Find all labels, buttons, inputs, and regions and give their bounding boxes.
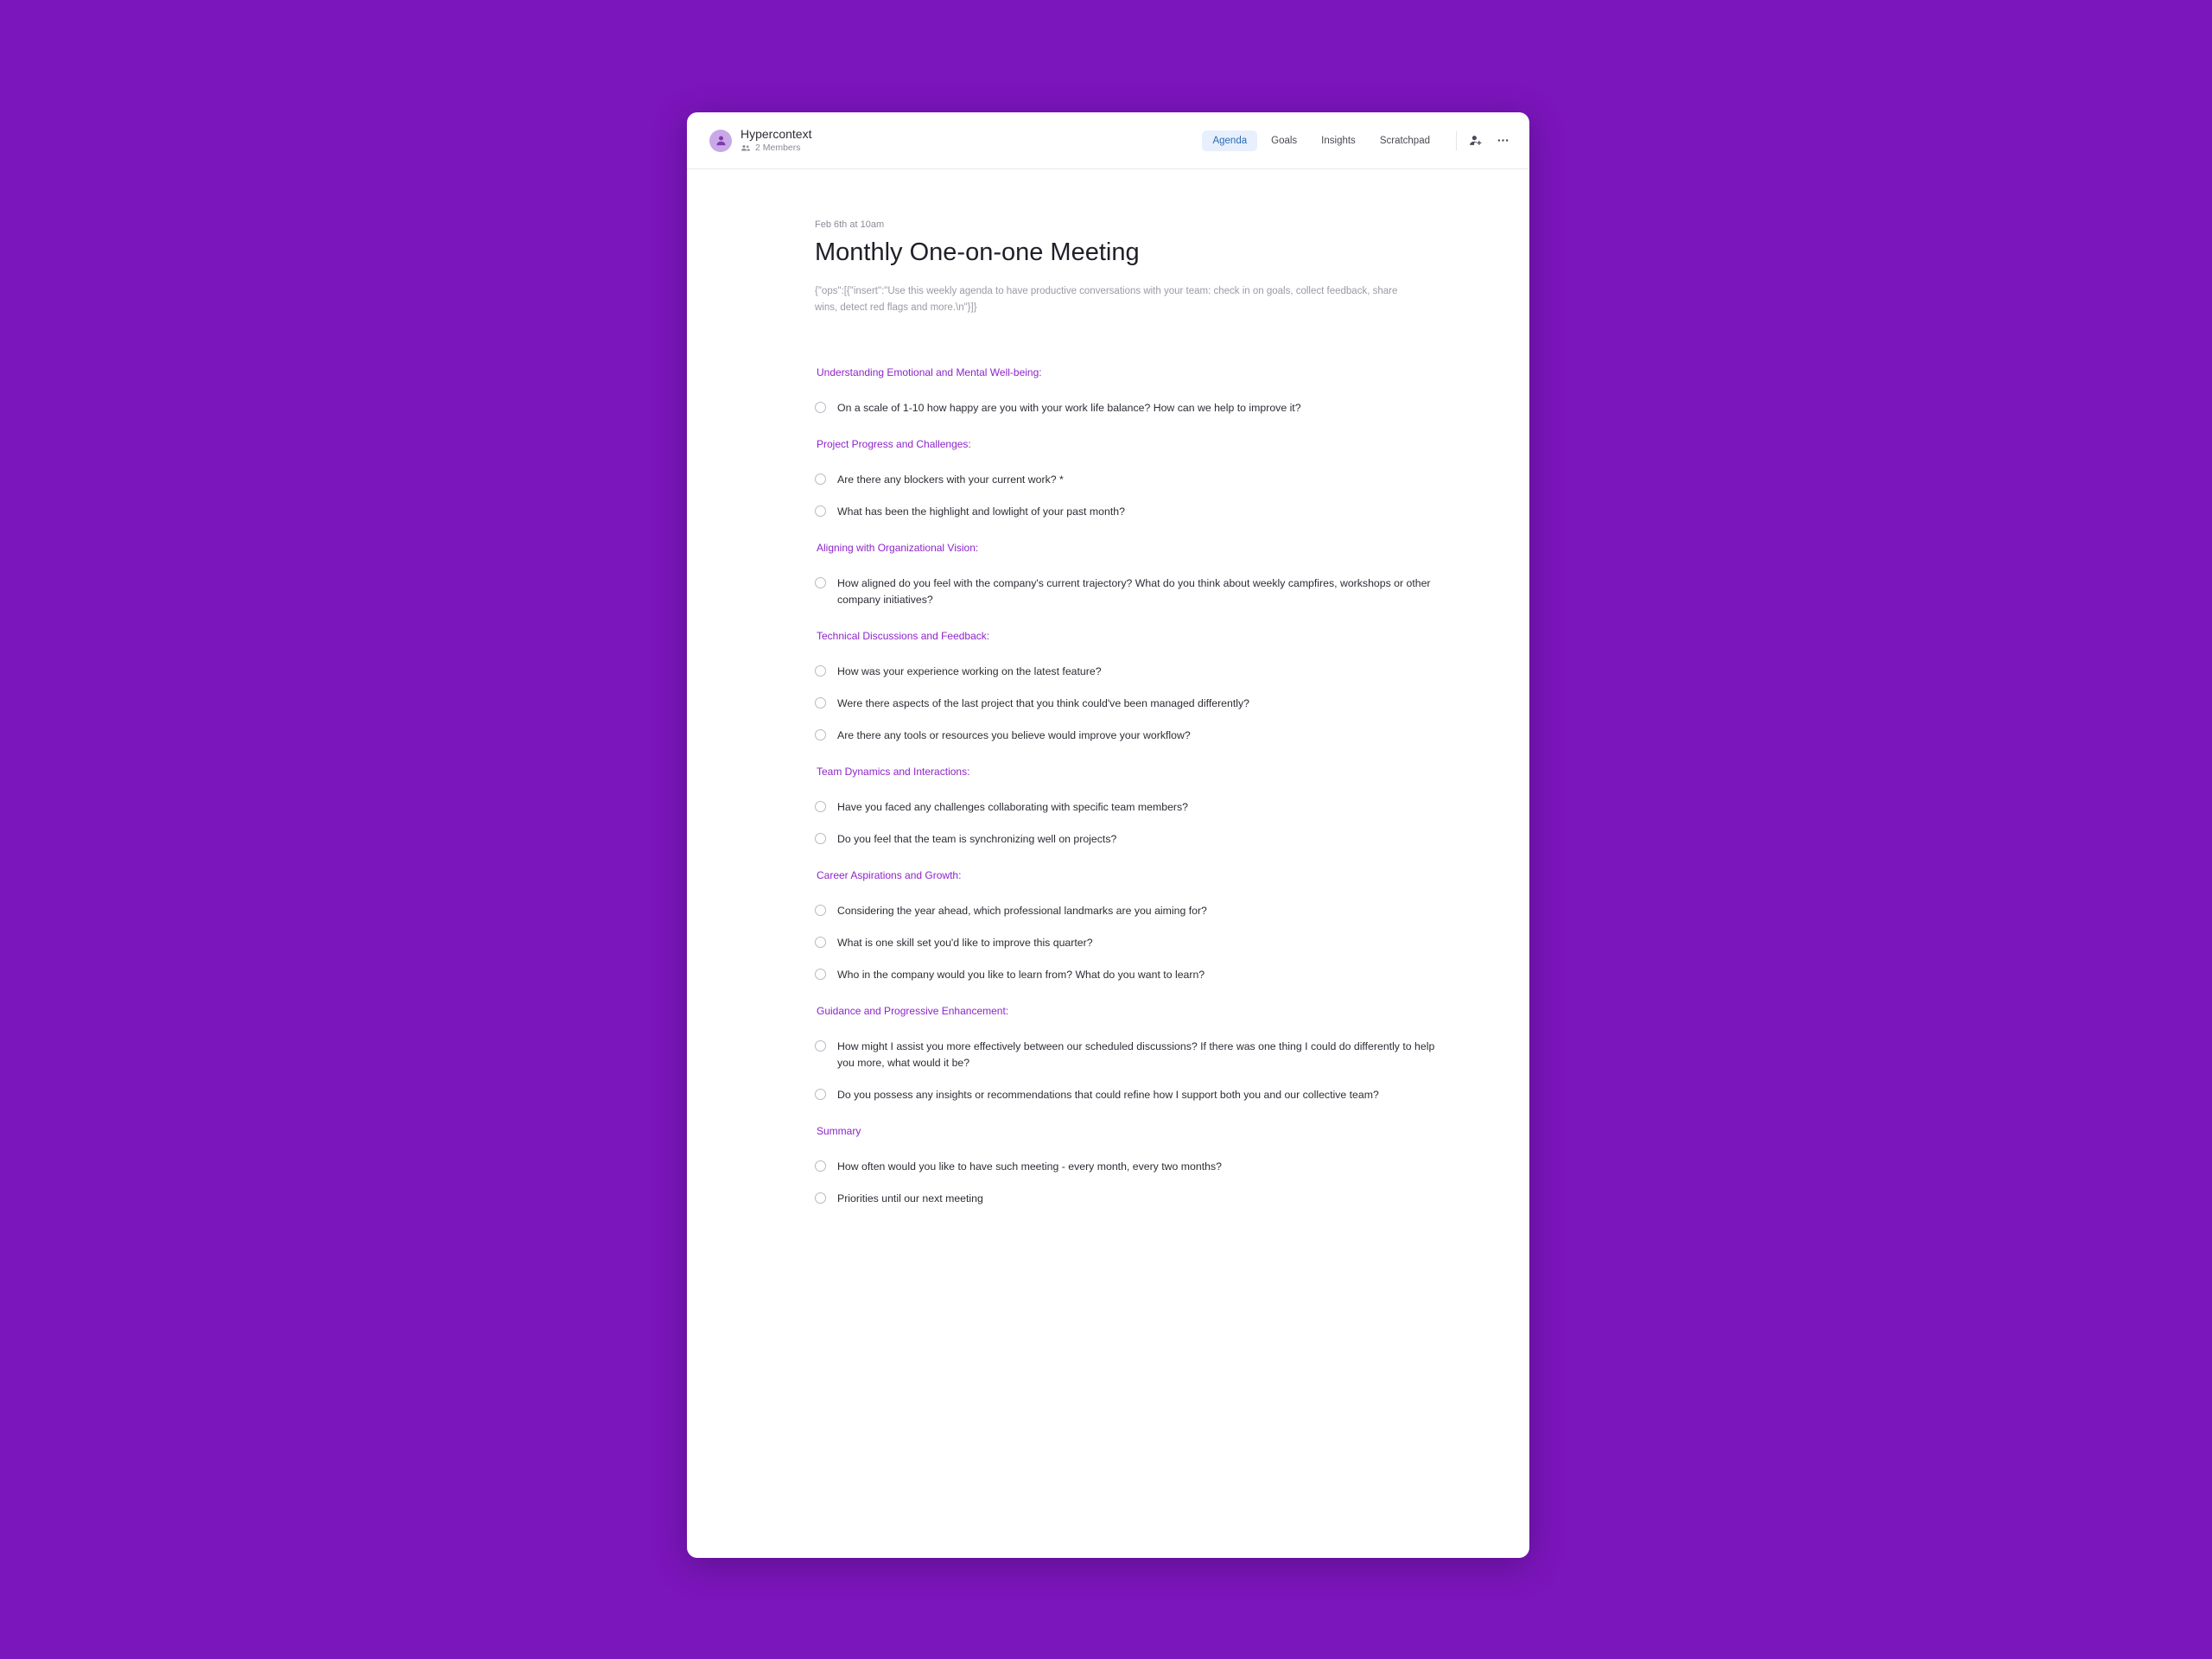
agenda-item[interactable]: [815, 720, 1471, 752]
agenda-item-radio[interactable]: [815, 1040, 826, 1052]
members-count-label: 2 Members: [755, 142, 801, 153]
agenda-item-radio[interactable]: [815, 937, 826, 948]
agenda-item[interactable]: [815, 656, 1471, 688]
document-body: [687, 169, 1529, 1558]
agenda-item-radio[interactable]: [815, 665, 826, 677]
agenda-item-text: What has been the highlight and lowlight of your past month?: [837, 505, 1125, 518]
agenda-item-radio[interactable]: [815, 969, 826, 980]
agenda-item[interactable]: [815, 1079, 1471, 1111]
tab-goals[interactable]: Goals: [1271, 135, 1298, 146]
tab-agenda[interactable]: Agenda: [1202, 130, 1257, 151]
agenda-item-radio[interactable]: [815, 801, 826, 812]
agenda-item[interactable]: [815, 1031, 1471, 1079]
agenda-item-text: Do you possess any insights or recommendations that could refine how I support both you and our collective team?: [837, 1089, 1379, 1101]
tab-scratchpad[interactable]: Scratchpad: [1379, 135, 1430, 146]
team-members: [741, 143, 811, 153]
agenda-item[interactable]: [815, 1183, 1471, 1215]
agenda-item-text: Were there aspects of the last project that you think could've been managed differently?: [837, 697, 1249, 709]
agenda-item-text: On a scale of 1-10 how happy are you with your work life balance? How can we help to improve it?: [837, 402, 1301, 414]
agenda-item[interactable]: [815, 688, 1471, 720]
agenda-item-radio[interactable]: [815, 1089, 826, 1100]
agenda-item[interactable]: [815, 959, 1471, 991]
agenda-item-radio[interactable]: [815, 833, 826, 844]
team-text: [741, 128, 811, 153]
app-header: [687, 112, 1529, 169]
app-window: [687, 112, 1529, 1558]
agenda-item-text: How aligned do you feel with the company's current trajectory? What do you think about weekly campfires, workshops or other company initiatives?: [837, 577, 1431, 606]
agenda-item-radio[interactable]: [815, 505, 826, 517]
agenda-item[interactable]: [815, 464, 1471, 496]
section-heading: Guidance and Progressive Enhancement:: [817, 1005, 1009, 1017]
agenda-item[interactable]: [815, 895, 1471, 927]
agenda-item[interactable]: [815, 1151, 1471, 1183]
section-heading: Understanding Emotional and Mental Well-being:: [817, 366, 1042, 378]
agenda-item-text: Considering the year ahead, which professional landmarks are you aiming for?: [837, 905, 1207, 917]
agenda-item-text: Are there any blockers with your current work? *: [837, 474, 1064, 486]
agenda-item-text: Priorities until our next meeting: [837, 1192, 983, 1205]
avatar: [709, 130, 732, 152]
agenda-item-radio[interactable]: [815, 577, 826, 588]
header-actions: [1469, 133, 1510, 148]
agenda-item-text: How was your experience working on the latest feature?: [837, 665, 1102, 677]
document-description: {"ops":[{"insert":"Use this weekly agenda to have productive conversations with your team: check in on goals, collect feedback, share wins, detect red flags and more.\n"}]}: [815, 286, 1398, 313]
agenda-sections: [815, 353, 1471, 1215]
agenda-item-radio[interactable]: [815, 402, 826, 413]
document-content: [815, 219, 1471, 1215]
team-block[interactable]: [709, 128, 811, 153]
agenda-item-text: How might I assist you more effectively between our scheduled discussions? If there was one thing I could do differently to help you more, what would it be?: [837, 1040, 1435, 1069]
agenda-item-radio[interactable]: [815, 1192, 826, 1204]
team-name: Hypercontext: [741, 127, 812, 141]
section-heading: Career Aspirations and Growth:: [817, 869, 962, 881]
agenda-item-radio[interactable]: [815, 1160, 826, 1172]
page-title[interactable]: Monthly One-on-one Meeting: [815, 238, 1140, 266]
section-heading: Aligning with Organizational Vision:: [817, 542, 979, 554]
section-heading: Team Dynamics and Interactions:: [817, 766, 970, 778]
agenda-item-text: Who in the company would you like to learn from? What do you want to learn?: [837, 969, 1205, 981]
agenda-item-text: How often would you like to have such meeting - every month, every two months?: [837, 1160, 1222, 1173]
members-icon: [741, 143, 751, 153]
agenda-item-text: What is one skill set you'd like to improve this quarter?: [837, 937, 1093, 949]
section-heading: Project Progress and Challenges:: [817, 438, 971, 450]
agenda-item-text: Have you faced any challenges collaborating with specific team members?: [837, 801, 1189, 813]
agenda-item-text: Are there any tools or resources you believe would improve your workflow?: [837, 729, 1191, 741]
agenda-item[interactable]: [815, 927, 1471, 959]
add-person-icon[interactable]: [1469, 133, 1484, 148]
agenda-item[interactable]: [815, 392, 1471, 424]
tab-insights[interactable]: Insights: [1321, 135, 1356, 146]
meeting-date: Feb 6th at 10am: [815, 219, 885, 230]
agenda-item[interactable]: [815, 823, 1471, 855]
header-divider: [1456, 131, 1457, 150]
agenda-item-radio[interactable]: [815, 474, 826, 485]
nav-tabs: [1202, 130, 1440, 151]
section-heading: Summary: [817, 1125, 861, 1137]
agenda-item[interactable]: [815, 496, 1471, 528]
agenda-item[interactable]: [815, 791, 1471, 823]
agenda-item-radio[interactable]: [815, 729, 826, 741]
agenda-item-radio[interactable]: [815, 905, 826, 916]
more-options-icon[interactable]: [1496, 133, 1510, 148]
section-heading: Technical Discussions and Feedback:: [817, 630, 990, 642]
agenda-item-text: Do you feel that the team is synchronizing well on projects?: [837, 833, 1117, 845]
agenda-item[interactable]: [815, 568, 1471, 616]
agenda-item-radio[interactable]: [815, 697, 826, 709]
